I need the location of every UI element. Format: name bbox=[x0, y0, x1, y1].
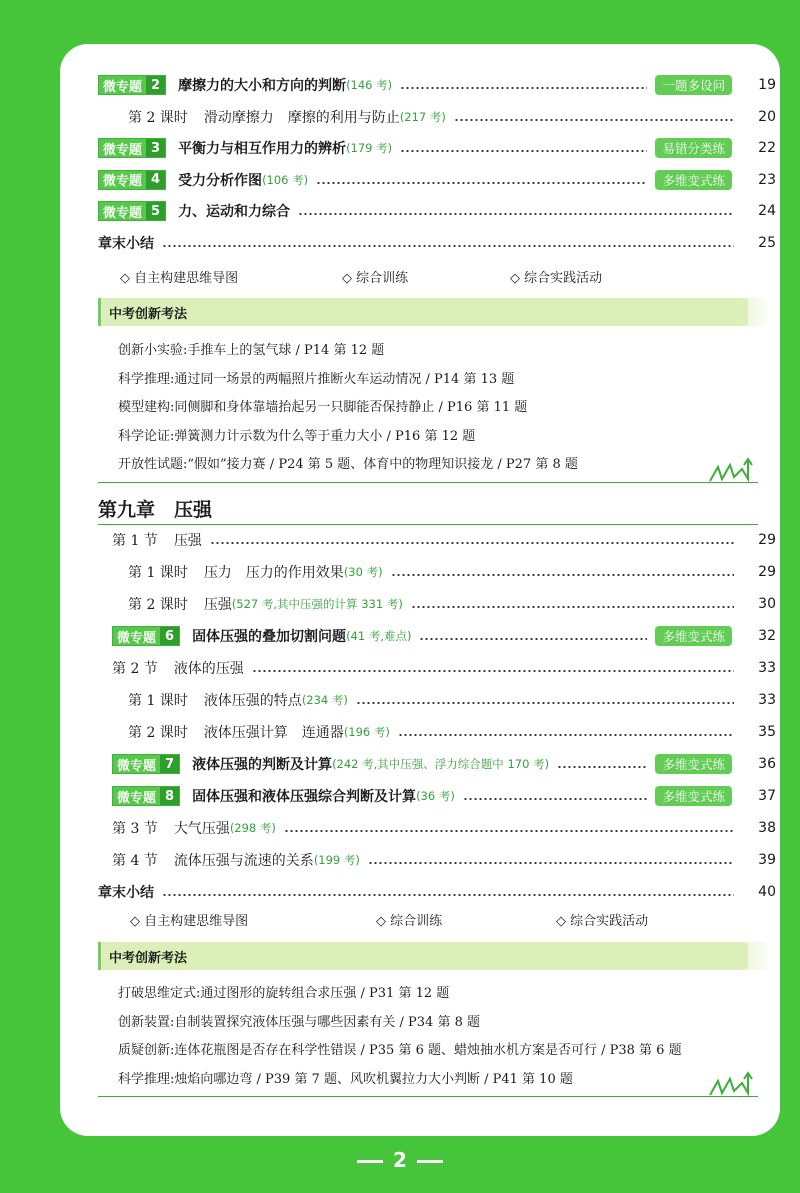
chapter-title: 第九章 压强 bbox=[98, 499, 213, 521]
review-item: ◇ 综合训练 bbox=[342, 271, 409, 286]
row-note: (199 考) bbox=[313, 853, 360, 867]
leader-dots bbox=[162, 245, 734, 247]
lesson-row bbox=[60, 687, 780, 713]
row-prefix: 第 2 课时 bbox=[128, 597, 188, 613]
leader-dots bbox=[400, 150, 647, 152]
micro-topic-tag: 微专题 7 bbox=[112, 754, 180, 774]
practice-badge: 多维变式练 bbox=[655, 754, 732, 774]
innovation-item: 科学论证:弹簧测力计示数为什么等于重力大小 / P16 第 12 题 bbox=[118, 428, 476, 444]
section-row bbox=[60, 847, 780, 873]
page-paper bbox=[60, 44, 780, 1136]
divider-line bbox=[98, 482, 758, 483]
row-note: (146 考) bbox=[346, 78, 393, 92]
page-ref: 35 bbox=[758, 724, 776, 740]
leader-dots bbox=[454, 119, 734, 121]
row-note: (106 考) bbox=[262, 172, 309, 187]
micro-topic-tag: 微专题 2 bbox=[98, 75, 166, 95]
row-title[interactable]: 压强 bbox=[173, 533, 202, 549]
leader-dots bbox=[368, 862, 734, 864]
leader-dots bbox=[284, 830, 734, 832]
row-note: (36 考) bbox=[416, 789, 455, 803]
row-title[interactable]: 平衡力与相互作用力的辨析 bbox=[178, 141, 347, 158]
innovation-item: 科学推理:烛焰向哪边弯 / P39 第 7 题、风吹机翼拉力大小判断 / P41 第 10 题 bbox=[118, 1071, 573, 1087]
row-title[interactable]: 章末小结 bbox=[98, 236, 154, 252]
divider-line bbox=[98, 1096, 758, 1097]
page-ref: 29 bbox=[758, 564, 776, 580]
row-note: (41 考,难点) bbox=[346, 629, 412, 643]
innovation-box-title: 中考创新考法 bbox=[98, 942, 748, 970]
row-title[interactable]: 压力 压力的作用效果 bbox=[203, 565, 344, 581]
row-title[interactable]: 压强 bbox=[203, 597, 232, 613]
row-title[interactable]: 液体的压强 bbox=[173, 661, 244, 677]
page-ref: 19 bbox=[758, 77, 776, 93]
row-note: (298 考) bbox=[229, 821, 276, 835]
innovation-item: 创新小实验:手推车上的氢气球 / P14 第 12 题 bbox=[118, 343, 385, 358]
page-ref: 33 bbox=[758, 692, 776, 708]
innovation-item: 科学推理:通过同一场景的两幅照片推断火车运动情况 / P14 第 13 题 bbox=[118, 371, 515, 387]
row-prefix: 第 2 课时 bbox=[128, 109, 188, 126]
lesson-row bbox=[60, 104, 780, 130]
row-prefix: 第 1 课时 bbox=[128, 565, 188, 581]
row-title[interactable]: 液体压强的特点 bbox=[203, 693, 302, 709]
page-ref: 40 bbox=[758, 884, 776, 900]
micro-row bbox=[60, 783, 780, 809]
leader-dots bbox=[316, 182, 647, 184]
review-item: ◇ 自主构建思维导图 bbox=[120, 271, 239, 286]
row-note: (527 考,其中压强的计算 331 考) bbox=[231, 597, 403, 611]
review-item: ◇ 综合实践活动 bbox=[556, 914, 649, 929]
summary-row bbox=[60, 230, 780, 256]
row-title[interactable]: 滑动摩擦力 摩擦的利用与防止 bbox=[203, 109, 400, 126]
practice-badge: 易错分类练 bbox=[655, 138, 732, 158]
row-prefix: 第 2 节 bbox=[112, 661, 158, 677]
page-ref: 32 bbox=[758, 628, 776, 644]
row-title[interactable]: 大气压强 bbox=[173, 821, 230, 837]
page-ref: 37 bbox=[758, 788, 776, 804]
chapter-divider bbox=[98, 524, 758, 525]
row-title[interactable]: 液体压强计算 连通器 bbox=[203, 725, 344, 741]
leader-dots bbox=[463, 798, 648, 800]
lesson-row bbox=[60, 719, 780, 745]
page-ref: 33 bbox=[758, 660, 776, 676]
row-note: (196 考) bbox=[343, 725, 390, 739]
page-number: 2 bbox=[0, 1148, 800, 1172]
practice-badge: 多维变式练 bbox=[655, 626, 732, 646]
row-note: (242 考,其中压强、浮力综合题中 170 考) bbox=[332, 757, 550, 771]
page-ref: 24 bbox=[758, 203, 776, 220]
review-item: ◇ 综合实践活动 bbox=[510, 271, 603, 286]
row-title[interactable]: 固体压强的叠加切割问题 bbox=[192, 629, 347, 645]
leader-dots bbox=[400, 87, 647, 89]
leader-dots bbox=[356, 702, 734, 704]
micro-row bbox=[60, 167, 780, 193]
innovation-item: 创新装置:自制装置探究液体压强与哪些因素有关 / P34 第 8 题 bbox=[118, 1014, 480, 1030]
growth-arrow-icon bbox=[708, 1071, 754, 1097]
row-prefix: 第 1 节 bbox=[112, 533, 158, 549]
page-ref: 36 bbox=[758, 756, 776, 772]
innovation-item: 开放性试题:“假如”接力赛 / P24 第 5 题、体育中的物理知识接龙 / P27 第 8 题 bbox=[118, 457, 578, 472]
leader-dots bbox=[398, 734, 734, 736]
micro-row bbox=[60, 623, 780, 649]
practice-badge: 多维变式练 bbox=[655, 786, 732, 806]
section-row bbox=[60, 815, 780, 841]
section-row bbox=[60, 527, 780, 553]
page-ref: 22 bbox=[758, 140, 776, 157]
page-ref: 30 bbox=[758, 596, 776, 612]
lesson-row bbox=[60, 591, 780, 617]
innovation-item: 打破思维定式:通过图形的旋转组合求压强 / P31 第 12 题 bbox=[118, 986, 450, 1001]
page-ref: 25 bbox=[758, 235, 776, 251]
growth-arrow-icon bbox=[708, 457, 754, 483]
micro-topic-tag: 微专题 4 bbox=[98, 170, 166, 190]
review-item: ◇ 自主构建思维导图 bbox=[130, 914, 249, 929]
leader-dots bbox=[557, 766, 647, 768]
micro-topic-tag: 微专题 3 bbox=[98, 138, 166, 158]
leader-dots bbox=[419, 638, 647, 640]
leader-dots bbox=[252, 670, 734, 672]
row-note: (30 考) bbox=[343, 565, 383, 579]
page-ref: 29 bbox=[758, 532, 776, 548]
row-title[interactable]: 摩擦力的大小和方向的判断 bbox=[178, 78, 347, 94]
micro-topic-tag: 微专题 8 bbox=[112, 786, 180, 806]
micro-row bbox=[60, 198, 780, 224]
innovation-item: 模型建构:同侧脚和身体靠墙抬起另一只脚能否保持静止 / P16 第 11 题 bbox=[118, 400, 528, 415]
row-title[interactable]: 力、运动和力综合 bbox=[178, 204, 291, 221]
row-title[interactable]: 流体压强与流速的关系 bbox=[173, 853, 314, 869]
row-title[interactable]: 受力分析作图 bbox=[178, 172, 263, 189]
innovation-box-title: 中考创新考法 bbox=[98, 298, 748, 326]
practice-badge: 一题多设问 bbox=[655, 75, 732, 95]
summary-row bbox=[60, 879, 780, 905]
row-prefix: 第 4 节 bbox=[112, 853, 158, 869]
page-ref: 39 bbox=[758, 852, 776, 868]
micro-row bbox=[60, 135, 780, 161]
micro-topic-tag: 微专题 6 bbox=[112, 626, 180, 646]
page-ref: 38 bbox=[758, 820, 776, 836]
practice-badge: 多维变式练 bbox=[655, 170, 732, 190]
row-title[interactable]: 液体压强的判断及计算 bbox=[192, 757, 333, 773]
lesson-row bbox=[60, 559, 780, 585]
leader-dots bbox=[210, 542, 734, 544]
page-ref: 23 bbox=[758, 171, 776, 188]
row-prefix: 第 1 课时 bbox=[128, 693, 188, 709]
row-prefix: 第 3 节 bbox=[112, 821, 158, 837]
micro-topic-tag: 微专题 5 bbox=[98, 201, 166, 221]
micro-row bbox=[60, 751, 780, 777]
leader-dots bbox=[411, 606, 734, 608]
row-title[interactable]: 章末小结 bbox=[98, 885, 154, 901]
micro-row bbox=[60, 72, 780, 98]
review-item: ◇ 综合训练 bbox=[376, 914, 443, 929]
page-ref: 20 bbox=[758, 108, 776, 125]
leader-dots bbox=[298, 213, 734, 215]
row-note: (217 考) bbox=[399, 109, 446, 124]
section-row bbox=[60, 655, 780, 681]
row-prefix: 第 2 课时 bbox=[128, 725, 188, 741]
row-title[interactable]: 固体压强和液体压强综合判断及计算 bbox=[192, 789, 417, 805]
innovation-item: 质疑创新:连体花瓶图是否存在科学性错误 / P35 第 6 题、蜡烛抽水机方案是否可行 / P38 第 6 题 bbox=[118, 1043, 682, 1058]
leader-dots bbox=[391, 574, 734, 576]
leader-dots bbox=[162, 894, 734, 896]
row-note: (179 考) bbox=[346, 141, 393, 156]
row-note: (234 考) bbox=[301, 693, 348, 707]
